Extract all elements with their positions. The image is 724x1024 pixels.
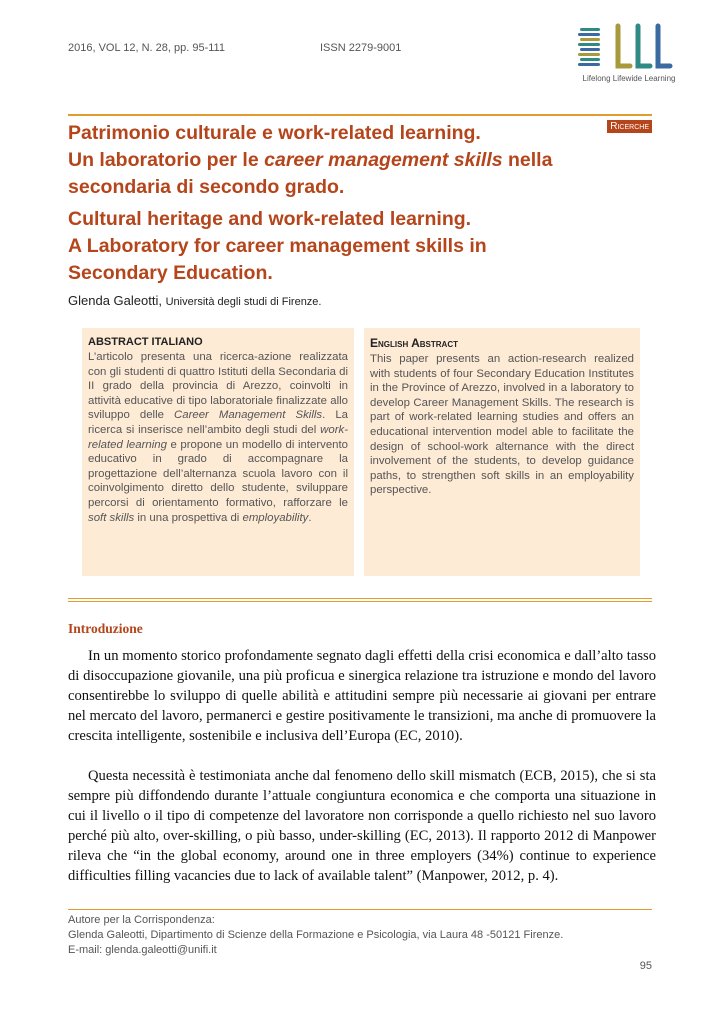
abstract-italian-box [82, 328, 354, 576]
abstract-english-heading: English Abstract [370, 336, 458, 350]
title-it-line3: secondaria di secondo grado. [68, 176, 345, 198]
abstract-italian-text: L’articolo presenta una ricerca-azione realizzata con gli studenti di quattro Istituti della Secondaria di II grado della provincia di Arezzo, coinvolti in attività educative di tipo laboratoriale finalizzate allo sviluppo delle Career Management Skills. La ricerca si inserisce nell’ambito degli studi del work-related learning e propone un modello di intervento educativo in grado di accompagnare la progettazione dell’alternanza scuola lavoro con il coinvolgimento diretto dello studente, sviluppare percorsi di orientamento formativo, rafforzare le soft skills in una prospettiva di employability. [88, 351, 349, 524]
logo-letters [618, 26, 670, 66]
section-badge: Ricerche [607, 120, 652, 133]
header-rule [68, 114, 652, 116]
logo-stack-mark [578, 28, 600, 66]
title-en-line3: Secondary Education. [68, 262, 273, 284]
section-divider [68, 598, 652, 602]
title-it-line2: Un laboratorio per le career management skills nella [68, 149, 553, 171]
author-name: Glenda Galeotti, [68, 293, 162, 308]
issn: ISSN 2279-9001 [320, 42, 402, 54]
title-it-emphasis: career management skills [264, 149, 503, 171]
footer-rule [68, 909, 652, 910]
title-italian [68, 120, 552, 201]
abstract-english-box [364, 328, 640, 576]
footer-address: Glenda Galeotti, Dipartimento di Scienze della Formazione e Psicologia, via Laura 48 -50121 Firenze. [68, 929, 564, 941]
paragraph-1: In un momento storico profondamente segnato dagli effetti della crisi economica e dall’alto tasso di disoccupazione giovanile, una più proficua e sinergica relazione tra istruzione e mondo del lavoro consentirebbe lo sviluppo di quelle abilità e attitudini sempre più necessarie ai giovani per entrare nel mercato del lavoro, permanerci e gestire positivamente le transizioni, ma anche di promuovere la crescita intelligente, sostenibile e inclusiva dell’Europa (EC, 2010). [68, 648, 656, 744]
footer-email: E-mail: glenda.galeotti@unifi.it [68, 944, 217, 956]
title-it-line1: Patrimonio culturale e work-related learning. [68, 122, 481, 144]
title-english [68, 206, 487, 287]
page-number: 95 [639, 960, 652, 972]
paragraph-2: Questa necessità è testimoniata anche dal fenomeno dello skill mismatch (ECB, 2015), che si sta sempre più diffondendo durante l’attuale congiuntura economica e che comporta una situazione in cui il livello o il tipo di competenze del lavoratore non corrisponde a quello richiesto nel suo lavoro perché più alto, over-skilling, o più basso, under-skilling (EC, 2013). Il rapporto 2012 di Manpower rileva che “in the global economy, around one in three employers (34%) continue to experience difficulties filling vacancies due to lack of available talent” (Manpower, 2012, p. 4). [68, 768, 656, 884]
author-line [68, 293, 321, 308]
section-heading-introduzione: Introduzione [68, 621, 143, 636]
logo-caption: Lifelong Lifewide Learning [582, 74, 676, 83]
abstract-italian-heading: ABSTRACT ITALIANO [88, 336, 203, 348]
abstract-english-text: This paper presents an action-research realized with students of four Secondary Education Institutes in the Province of Arezzo, involved in a laboratory to develop Career Management Skills. The research is part of work-related learning studies and offers an educational intervention model able to facilitate the design of school-work alternance with the direct involvement of the students, to develop guidance paths, to strengthen soft skills in an employability perspective. [370, 353, 634, 497]
title-en-line1: Cultural heritage and work-related learning. [68, 208, 472, 230]
footer-label: Autore per la Corrispondenza: [68, 914, 215, 926]
citation: 2016, VOL 12, N. 28, pp. 95-111 [68, 42, 225, 54]
author-affiliation: Università degli studi di Firenze. [165, 296, 322, 308]
title-en-line2: A Laboratory for career management skills in [68, 235, 487, 257]
